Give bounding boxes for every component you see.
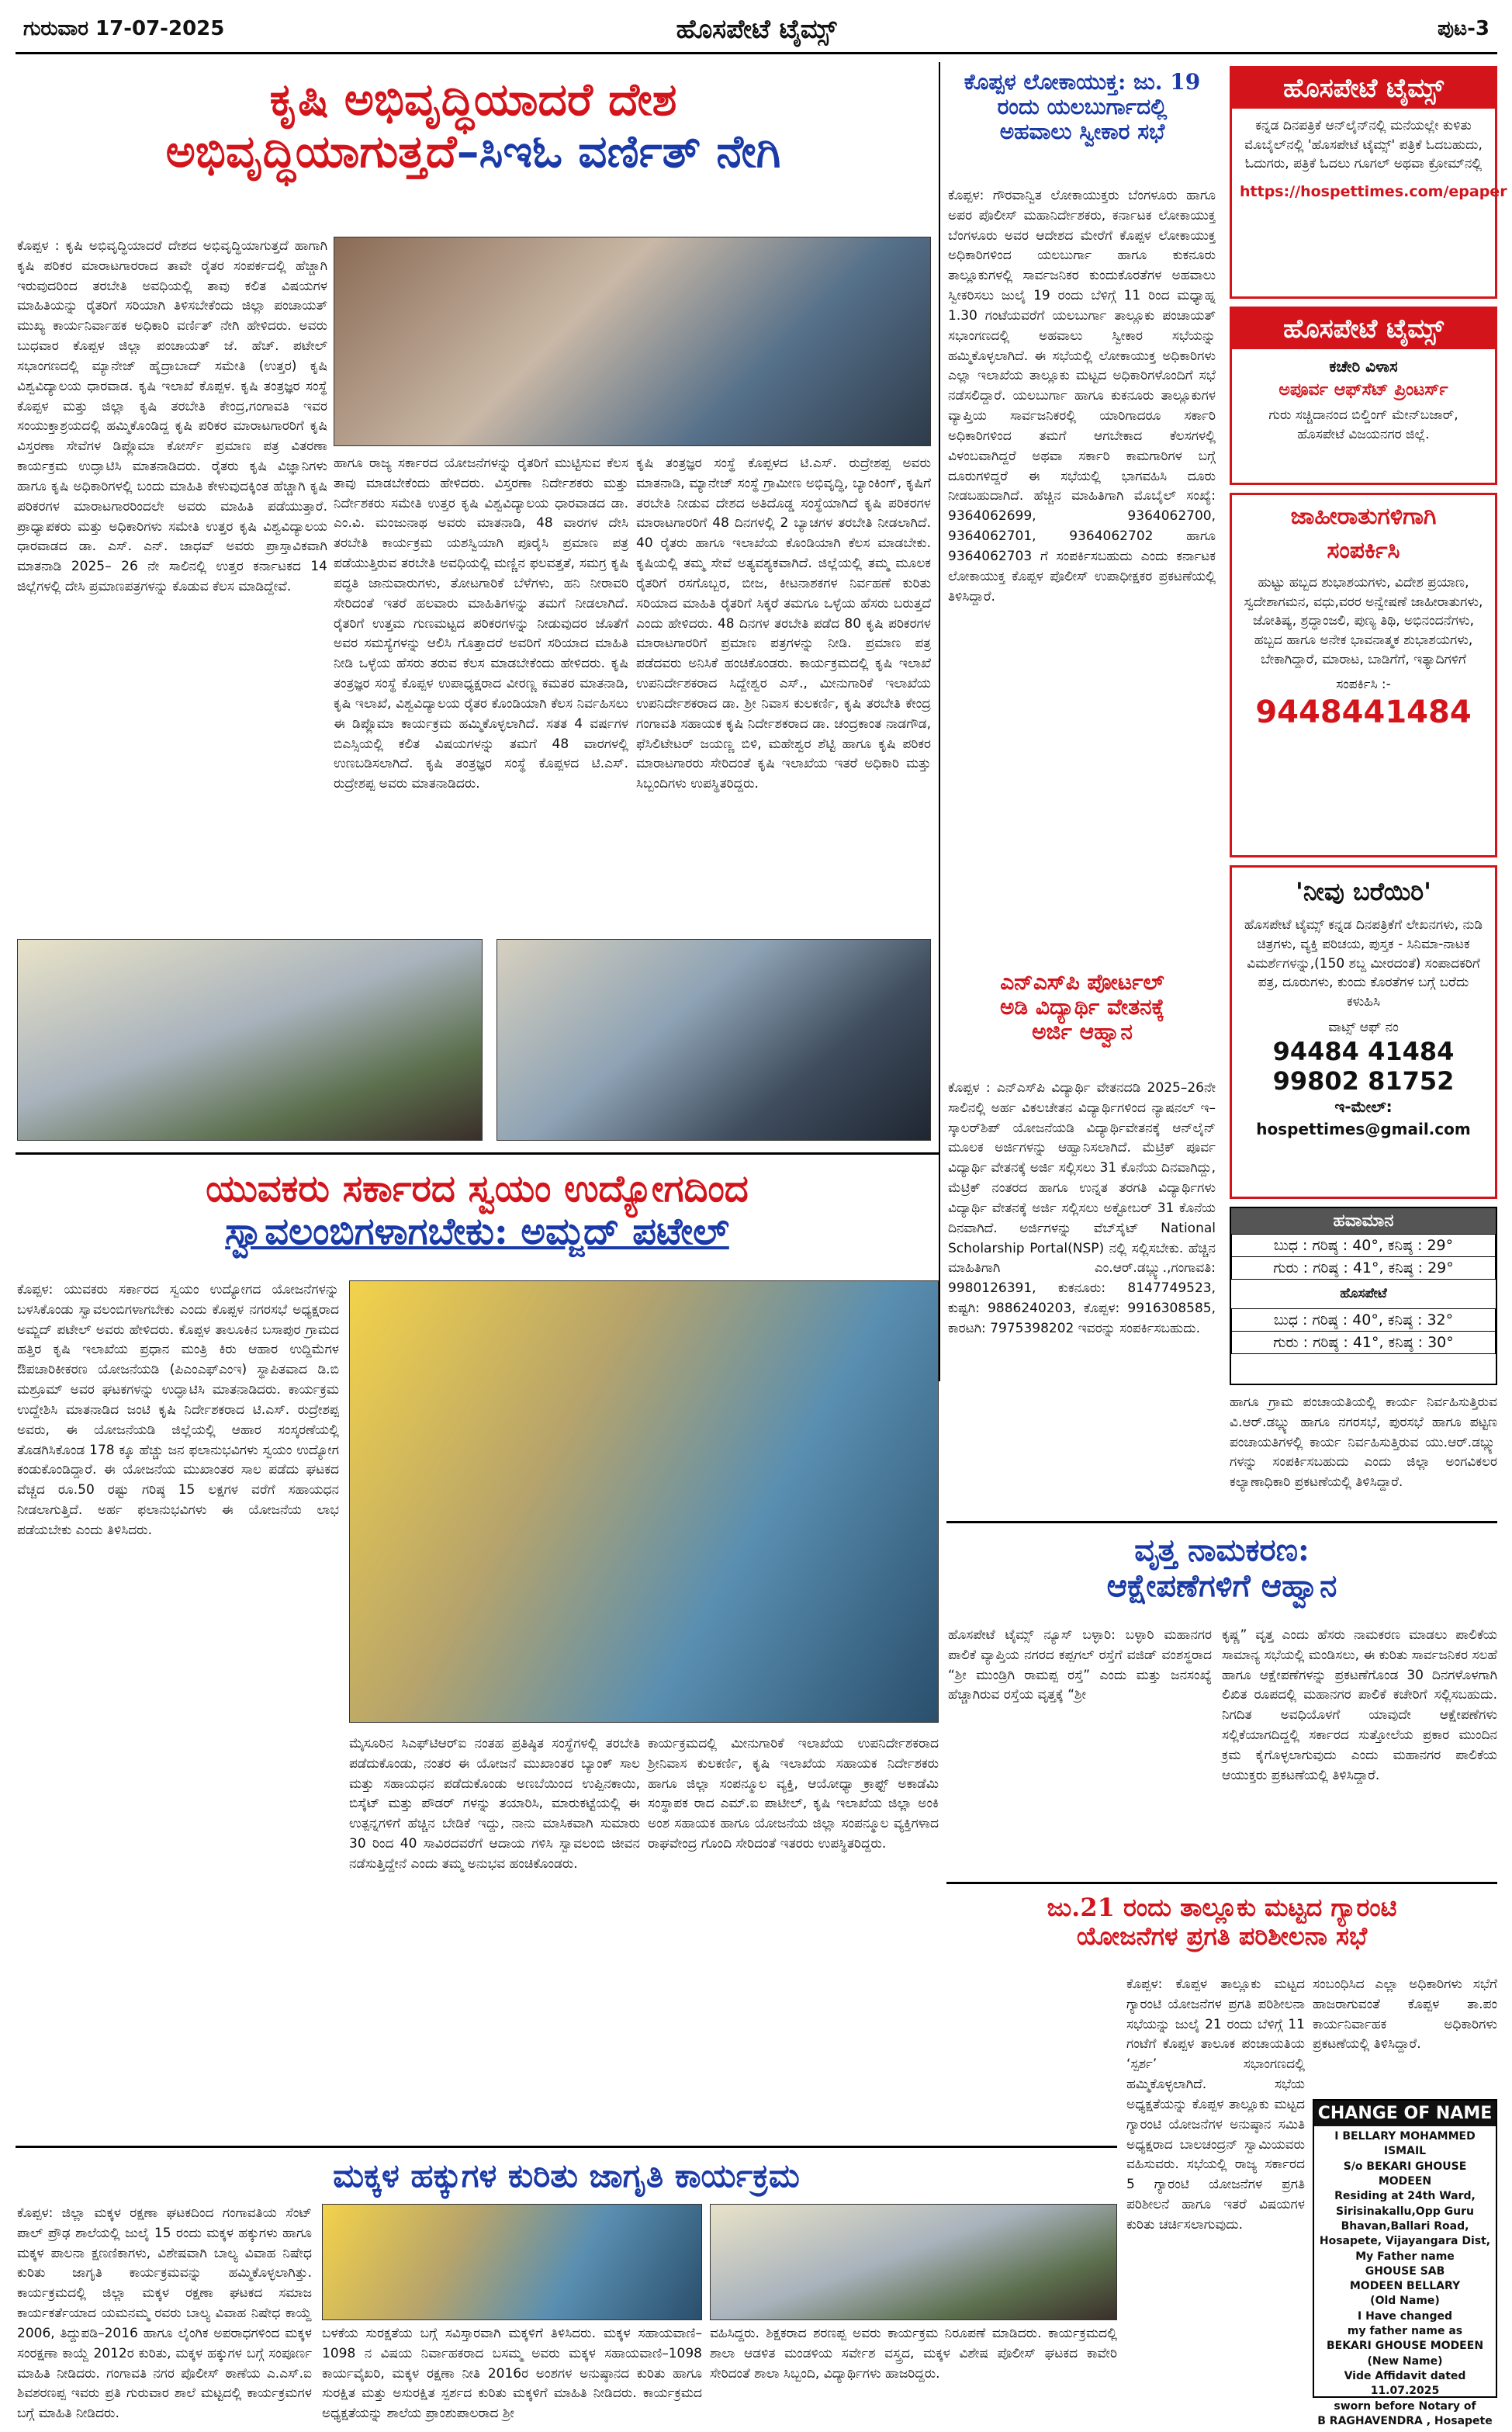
write-title: 'ನೀವು ಬರೆಯಿರಿ' (1296, 877, 1431, 906)
ads-title-2: ಸಂಪರ್ಕಿಸಿ (1327, 536, 1400, 564)
story2-headline-line2: ರಂದು ಯಲಬುರ್ಗಾದಲ್ಲಿ (997, 94, 1168, 120)
section-divider (16, 2146, 1117, 2148)
office-box (1230, 307, 1497, 485)
story7-headline-line2: ಯೋಜನೆಗಳ ಪ್ರಗತಿ ಪರಿಶೀಲನಾ ಸಭೆ (1076, 1921, 1368, 1951)
section-divider (946, 1882, 1497, 1884)
change-of-name-line: my father name as (1347, 2325, 1463, 2338)
story4-col1: ಕೊಪ್ಪಳ: ಯುವಕರು ಸರ್ಕಾರದ ಸ್ವಯಂ ಉದ್ಯೋಗದ ಯೋಜನೆಗಳನ್ನು ಬಳಸಿಕೊಂಡು ಸ್ವಾವಲಂಬಿಗಳಾಗಬೇಕು ಎಂದು ಕೊಪ್ಪಳ ನಗರಸಭೆ ಅಧ್ಯಕ್ಷರಾದ ಅಮ್ಜದ್ ಪಟೇಲ್ ಅವರು ಹೇಳಿದರು. ಕೊಪ್ಪಳ ತಾಲೂಕಿನ ಬಸಾಪುರ ಗ್ರಾಮದ ಹತ್ತಿರ ಕೃಷಿ ಇಲಾಖೆಯ ಪ್ರಧಾನ ಮಂತ್ರಿ ಕಿರು ಆಹಾರ ಉದ್ದಿಮೆಗಳ ಔಪಚಾರಿಕೀಕರಣ ಯೋಜನೆಯಡಿ (ಪಿಎಂಎಫ್‌ಎಂಇ) ಸ್ಥಾಪಿತವಾದ ಡಿ.ಬಿ ಮಶ್ರೂಮ್ ಅವರ ಘಟಕಗಳನ್ನು ಉದ್ಘಾಟಿಸಿ ಮಾತನಾಡಿದರು. ಕಾರ್ಯಕ್ರಮ ಉದ್ದೇಶಿಸಿ ಮಾತನಾಡಿದ ಜಂಟಿ ಕೃಷಿ ನಿರ್ದೇಶಕರಾದ ಟಿ.ಎಸ್. ರುದ್ರೇಶಪ್ಪ ಅವರು, ಈ ಯೋಜನೆಯಡಿ ಜಿಲ್ಲೆಯಲ್ಲಿ ಆಹಾರ ಸಂಸ್ಕರಣೆಯಲ್ಲಿ ತೊಡಗಿಸಿಕೊಂಡ 178 ಕ್ಕೂ ಹೆಚ್ಚು ಜನ ಫಲಾನುಭವಿಗಳು ಸ್ವಯಂ ಉದ್ಯೋಗ ಕಂಡುಕೊಂಡಿದ್ದಾರೆ. ಈ ಯೋಜನೆಯ ಮುಖಾಂತರ ಸಾಲ ಪಡೆದು ಘಟಕದ ವೆಚ್ಚದ ರೂ.50 ರಷ್ಟು ಗರಿಷ್ಠ 15 ಲಕ್ಷಗಳ ವರೆಗೆ ಸಹಾಯಧನ ನೀಡಲಾಗುತ್ತಿದೆ. ಅರ್ಹ ಫಲಾನುಭವಿಗಳು ಈ ಯೋಜನೆಯ ಲಾಭ ಪಡೆಯಬೇಕು ಎಂದು ತಿಳಿಸಿದರು. (17, 1282, 339, 1538)
change-of-name-line: Sirisinakallu,Opp Guru (1336, 2205, 1474, 2218)
ads-text: ಹುಟ್ಟು ಹಬ್ಬದ ಶುಭಾಶಯಗಳು, ವಿದೇಶ ಪ್ರಯಾಣ, ಸ್ವದೇಶಾಗಮನ, ವಧು,ವರರ ಅನ್ವೇಷಣೆ ಜಾಹೀರಾತುಗಳು, ಜೋತಿಷ್ಯ, ಶ್ರದ್ಧಾಂಜಲಿ, ಪುಣ್ಯ ತಿಥಿ, ಅಭಿನಂದನೆಗಳು, ಹಬ್ಬದ ಹಾಗೂ ಅನೇಕ ಭಾವನಾತ್ಮಕ ಶುಭಾಶಯಗಳು, ಬೇಕಾಗಿದ್ದಾರೆ, ಮಾರಾಟ, ಬಾಡಿಗೆಗೆ, ಇತ್ಯಾದಿಗಳಿಗೆ (1244, 575, 1483, 667)
change-of-name-line: Hosapete, Vijayangara Dist, (1319, 2235, 1491, 2248)
weather-box (1230, 1207, 1497, 1385)
story6-headline-line1: ವೃತ್ತ ನಾಮಕರಣ: (1134, 1532, 1310, 1568)
weather-place: ಹೊಸಪೇಟೆ (1340, 1286, 1387, 1301)
ads-contact: ಸಂಪರ್ಕಿಸಿ :- (1336, 677, 1391, 693)
office-address: ಗುರು ಸಚ್ಚಿದಾನಂದ ಬಿಲ್ಡಿಂಗ್ ಮೇನ್‌ಬಜಾರ್, ಹೊಸಪೇಟೆ ವಿಜಯನಗರ ಜಿಲ್ಲೆ. (1268, 407, 1458, 442)
whatsapp-label: ವಾಟ್ಸ್ ಆಫ್ ನಂ (1328, 1019, 1399, 1035)
change-of-name-line: My Father name (1355, 2250, 1455, 2263)
change-of-name-line: (New Name) (1367, 2354, 1443, 2368)
story7-col2: ಸಂಬಂಧಿಸಿದ ಎಲ್ಲಾ ಅಧಿಕಾರಿಗಳು ಸಭೆಗೆ ಹಾಜರಾಗುವಂತೆ ಕೊಪ್ಪಳ ತಾ.ಪಂ ಕಾರ್ಯನಿರ್ವಾಹಕ ಅಧಿಕಾರಿಗಳು ಪ್ರಕಟಣೆಯಲ್ಲಿ ತಿಳಿಸಿದ್ದಾರೆ. (1313, 1976, 1497, 2053)
weather-title: ಹವಾಮಾನ (1231, 1208, 1496, 1234)
ads-title: ಜಾಹೀರಾತುಗಳಿಗಾಗಿ (1290, 503, 1437, 530)
change-of-name-box (1313, 2099, 1497, 2427)
story1-photo-3 (497, 939, 931, 1141)
story7-col1: ಕೊಪ್ಪಳ: ಕೊಪ್ಪಳ ತಾಲ್ಲೂಕು ಮಟ್ಟದ ಗ್ಯಾರಂಟಿ ಯೋಜನೆಗಳ ಪ್ರಗತಿ ಪರಿಶೀಲನಾ ಸಭೆಯನ್ನು ಜುಲೈ 21 ರಂದು ಬೆಳಿಗ್ಗೆ 11 ಗಂಟೆಗೆ ಕೊಪ್ಪಳ ತಾಲೂಕ ಪಂಚಾಯತಿಯ ‘ಸ್ಪರ್ಶ’ ಸಭಾಂಗಣದಲ್ಲಿ ಹಮ್ಮಿಕೊಳ್ಳಲಾಗಿದೆ. ಸಭೆಯ ಅಧ್ಯಕ್ಷತೆಯನ್ನು ಕೊಪ್ಪಳ ತಾಲ್ಲೂಕು ಮಟ್ಟದ ಗ್ಯಾರಂಟಿ ಯೋಜನೆಗಳ ಅನುಷ್ಠಾನ ಸಮಿತಿ ಅಧ್ಯಕ್ಷರಾದ ಬಾಲಚಂದ್ರನ್ ಸ್ವಾಮಿಯವರು ವಹಿಸುವರು. ಸಭೆಯಲ್ಲಿ ರಾಜ್ಯ ಸರ್ಕಾರದ 5 ಗ್ಯಾರಂಟಿ ಯೋಜನೆಗಳ ಪ್ರಗತಿ ಪರಿಶೀಲನೆ ಹಾಗೂ ಇತರೆ ವಿಷಯಗಳ ಕುರಿತು ಚರ್ಚಿಸಲಾಗುವುದು. (1126, 1976, 1305, 2233)
change-of-name-line: MODEEN BELLARY (1349, 2280, 1461, 2293)
story1-col2: ಹಾಗೂ ರಾಜ್ಯ ಸರ್ಕಾರದ ಯೋಜನೆಗಳನ್ನು ರೈತರಿಗೆ ಮುಟ್ಟಿಸುವ ಕೆಲಸ ತಾವು ಮಾಡಬೇಕೆಂದು ಹೇಳಿದರು. ವಿಸ್ತರಣಾ ನಿರ್ದೇಶಕರು ಮತ್ತು ನಿರ್ದೇಶಕರು ಸಮೇತಿ ಉತ್ತರ ಕೃಷಿ ವಿಶ್ವವಿದ್ಯಾಲಯ ಧಾರವಾಡದ ಡಾ. ಎಂ.ವಿ. ಮಂಜುನಾಥ ಅವರು ಮಾತನಾಡಿ, 48 ವಾರಗಳ ದೇಸಿ ತರಬೇತಿ ಕಾರ್ಯಕ್ರಮ ಯಶಸ್ವಿಯಾಗಿ ಪೂರೈಸಿ ಪ್ರಮಾಣ ಪತ್ರ ಪಡೆಯುತ್ತಿರುವ ತರಬೇತಿ ಅವಧಿಯಲ್ಲಿ ಮಣ್ಣಿನ ಫಲವತ್ತತೆ, ಸಮಗ್ರ ಕೃಷಿ ಪದ್ಧತಿ ಜಾನುವಾರುಗಳು, ತೋಟಗಾರಿಕೆ ಬೆಳೆಗಳು, ಹನಿ ನೀರಾವರಿ ಸೇರಿದಂತೆ ಇತರೆ ಹಲವಾರು ಮಾಹಿತಿಗಳನ್ನು ತಮಗೆ ನೀಡಲಾಗಿದೆ. ರೈತರಿಗೆ ಉತ್ತಮ ಗುಣಮಟ್ಟದ ಪರಿಕರಗಳನ್ನು ನೀಡುವುದರ ಜೊತೆಗೆ ಅವರ ಸಮಸ್ಯೆಗಳನ್ನು ಆಲಿಸಿ ಗೊತ್ತಾದರೆ ಅವರಿಗೆ ಸರಿಯಾದ ಮಾಹಿತಿ ನೀಡಿ ಒಳ್ಳೆಯ ಹೆಸರು ತರುವ ಕೆಲಸ ಮಾಡಬೇಕೆಂದು ಹೇಳಿದರು. ಕೃಷಿ ತಂತ್ರಜ್ಞರ ಸಂಸ್ಥೆ ಕೊಪ್ಪಳ ಉಪಾಧ್ಯಕ್ಷರಾದ ವೀರಣ್ಣ ಕಮತರ ಮಾತನಾಡಿ, ಕೃಷಿ ಇಲಾಖೆ, ವಿಶ್ವವಿದ್ಯಾಲಯ ರೈತರ ಕೊಂಡಿಯಾಗಿ ಕೆಲಸ ನಿರ್ವಹಿಸಲು ಈ ಡಿಪ್ಲೊಮಾ ಕಾರ್ಯಕ್ರಮ ಹಮ್ಮಿಕೊಳ್ಳಲಾಗಿದೆ. ಸತತ 4 ವರ್ಷಗಳ ಬಿಎಸ್ಸಿಯಲ್ಲಿ ಕಲಿತ ವಿಷಯಗಳನ್ನು ತಮಗೆ 48 ವಾರಗಳಲ್ಲಿ ಉಣಬಡಿಸಲಾಗಿದೆ. ಕೃಷಿ ತಂತ್ರಜ್ಞರ ಸಂಸ್ಥೆ ಕೊಪ್ಪಳದ ಟಿ.ಎಸ್. ರುದ್ರೇಶಪ್ಪ ಅವರು ಮಾತನಾಡಿದರು. (334, 456, 628, 792)
story2-body: ಕೊಪ್ಪಳ: ಗೌರವಾನ್ವಿತ ಲೋಕಾಯುಕ್ತರು ಬೆಂಗಳೂರು ಹಾಗೂ ಅಪರ ಪೊಲೀಸ್ ಮಹಾನಿರ್ದೇಶಕರು, ಕರ್ನಾಟಕ ಲೋಕಾಯುಕ್ತ ಬೆಂಗಳೂರು ಅವರ ಆದೇಶದ ಮೇರೆಗೆ ಕೊಪ್ಪಳ ಲೋಕಾಯುಕ್ತ ಅಧಿಕಾರಿಗಳಿಂದ ಯಲಬುರ್ಗಾ ಹಾಗೂ ಕುಕನೂರು ತಾಲ್ಲೂಕುಗಳಲ್ಲಿ ಸಾರ್ವಜನಿಕರ ಕುಂದುಕೊರತೆಗಳ ಅಹವಾಲು ಸ್ವೀಕರಿಸಲು ಜುಲೈ 19 ರಂದು ಬೆಳಿಗ್ಗೆ 11 ರಿಂದ ಮಧ್ಯಾಹ್ನ 1.30 ಗಂಟೆಯವರೆಗೆ ಯಲಬುರ್ಗಾ ತಾಲ್ಲೂಕು ಪಂಚಾಯತ್ ಸಭಾಂಗಣದಲ್ಲಿ ಅಹವಾಲು ಸ್ವೀಕಾರ ಸಭೆಯನ್ನು ಹಮ್ಮಿಕೊಳ್ಳಲಾಗಿದೆ. ಈ ಸಭೆಯಲ್ಲಿ ಲೋಕಾಯುಕ್ತ ಅಧಿಕಾರಿಗಳು ಎಲ್ಲಾ ಇಲಾಖೆಯ ತಾಲ್ಲೂಕು ಮಟ್ಟದ ಅಧಿಕಾರಿಗಳೊಂದಿಗೆ ಸಭೆ ನಡೆಸಲಿದ್ದಾರೆ. ಯಲಬುರ್ಗಾ ಹಾಗೂ ಕುಕನೂರು ತಾಲ್ಲೂಕುಗಳ ವ್ಯಾಪ್ತಿಯ ಸಾರ್ವಜನಿಕರಲ್ಲಿ ಯಾರಿಗಾದರೂ ಸರ್ಕಾರಿ ಅಧಿಕಾರಿಗಳಿಂದ ತಮಗೆ ಆಗಬೇಕಾದ ಕೆಲಸಗಳಲ್ಲಿ ವಿಳಂಬವಾಗಿದ್ದರೆ ಅಥವಾ ಸರ್ಕಾರಿ ಕಾಮಗಾರಿಗಳ ಬಗ್ಗೆ ದೂರುಗಳಿದ್ದರೆ ಈ ಸಭೆಯಲ್ಲಿ ಭಾಗವಹಿಸಿ ದೂರು ನೀಡಬಹುದಾಗಿದೆ. ಹೆಚ್ಚಿನ ಮಾಹಿತಿಗಾಗಿ ಮೊಬೈಲ್ ಸಂಖ್ಯೆ: 9364062699, 9364062700, 9364062701, 9364062702 ಹಾಗೂ 9364062703 ಗೆ ಸಂಪರ್ಕಿಸಬಹುದು ಎಂದು ಕರ್ನಾಟಕ ಲೋಕಾಯುಕ್ತ ಕೊಪ್ಪಳ ಪೊಲೀಸ್ ಉಪಾಧೀಕ್ಷಕರ ಪ್ರಕಟಣೆಯಲ್ಲಿ ತಿಳಿಸಿದ್ದಾರೆ. (948, 188, 1216, 605)
story3-body: ಕೊಪ್ಪಳ : ಎನ್‌ಎಸ್‌ಪಿ ವಿದ್ಯಾರ್ಥಿ ವೇತನದಡಿ 2025–26ನೇ ಸಾಲಿನಲ್ಲಿ ಅರ್ಹ ವಿಕಲಚೇತನ ವಿದ್ಯಾರ್ಥಿಗಳಿಂದ ನ್ಯಾಷನಲ್ ಇ–ಸ್ಕಾಲರ್‌ಶಿಪ್ ಯೋಜನೆಯಡಿ ವಿದ್ಯಾರ್ಥಿವೇತನಕ್ಕೆ ಆನ್‌ಲೈನ್ ಮೂಲಕ ಅರ್ಜಿಗಳನ್ನು ಆಹ್ವಾನಿಸಲಾಗಿದೆ. ಮೆಟ್ರಿಕ್ ಪೂರ್ವ ವಿದ್ಯಾರ್ಥಿ ವೇತನಕ್ಕೆ ಅರ್ಜಿ ಸಲ್ಲಿಸಲು 31 ಕೊನೆಯ ದಿನವಾಗಿದ್ದು, ಮೆಟ್ರಿಕ್ ನಂತರದ ಹಾಗೂ ಉನ್ನತ ತರಗತಿ ವಿದ್ಯಾರ್ಥಿಗಳು ವಿದ್ಯಾರ್ಥಿ ವೇತನಕ್ಕೆ ಅರ್ಜಿ ಸಲ್ಲಿಸಲು ಅಕ್ಟೋಬರ್ 31 ಕೊನೆಯ ದಿನವಾಗಿದೆ. ಅರ್ಜಿಗಳನ್ನು ವೆಬ್‌ಸೈಟ್ National Scholarship Portal(NSP) ನಲ್ಲಿ ಸಲ್ಲಿಸಬೇಕು. ಹೆಚ್ಚಿನ ಮಾಹಿತಿಗಾಗಿ ಎಂ.ಆರ್.ಡಬ್ಲ್ಯು.,ಗಂಗಾವತಿ: 9980126391, ಕುಕನೂರು: 8147749523, ಕುಷ್ಟಗಿ: 9886240203, ಕೊಪ್ಪಳ: 9916308585, ಕಾರಟಗಿ: 7975398202 ಇವರನ್ನು ಸಂಪರ್ಕಿಸಬಹುದು. (948, 1080, 1216, 1336)
story3-headline-line1: ಎನ್‌ಎಸ್‌ಪಿ ಪೋರ್ಟಲ್ (1000, 969, 1164, 995)
ads-phone: 9448441484 (1255, 694, 1472, 730)
change-of-name-line: S/o BEKARI GHOUSE MODEEN (1343, 2160, 1467, 2188)
story3-headline-line3: ಅರ್ಜಿ ಆಹ್ವಾನ (1032, 1019, 1133, 1045)
story4-col3: ಕಾರ್ಯಕ್ರಮದಲ್ಲಿ ಮೀನುಗಾರಿಕೆ ಇಲಾಖೆಯ ಉಪನಿರ್ದೇಶಕರಾದ ಶ್ರೀನಿವಾಸ ಕುಲಕರ್ಣಿ, ಕೃಷಿ ಇಲಾಖೆಯ ಸಹಾಯಕ ನಿರ್ದೇಶಕರು ಹಾಗೂ ಜಿಲ್ಲಾ ಸಂಪನ್ಮೂಲ ವ್ಯಕ್ತಿ, ಆಯೋಧ್ಯಾ ಕ್ರಾಫ್ಟ್ ಅಕಾಡೆಮಿ ಸಂಸ್ಥಾಪಕ ರಾದ ಎಮ್.ಐ ಪಾಟೀಲ್, ಕೃಷಿ ಇಲಾಖೆಯ ಜಿಲ್ಲಾ ಅಂಕಿ ಅಂಶ ಸಹಾಯಕ ಹಾಗೂ ಯೋಜನೆಯ ಜಿಲ್ಲಾ ಸಂಪನ್ಮೂಲ ವ್ಯಕ್ತಿಗಳಾದ ರಾಘವೇಂದ್ರ ಗೊಂದಿ ಸೇರಿದಂತೆ ಇತರರು ಉಪಸ್ಥಿತರಿದ್ದರು. (648, 1736, 939, 1852)
change-of-name-line: Residing at 24th Ward, (1334, 2190, 1476, 2203)
story5-body: ಹಾಗೂ ಗ್ರಾಮ ಪಂಚಾಯತಿಯಲ್ಲಿ ಕಾರ್ಯ ನಿರ್ವಹಿಸುತ್ತಿರುವ ವಿ.ಆರ್.ಡಬ್ಲ್ಯು ಹಾಗೂ ನಗರಸಭೆ, ಪುರಸಭೆ ಹಾಗೂ ಪಟ್ಟಣ ಪಂಚಾಯತಿಗಳಲ್ಲಿ ಕಾರ್ಯ ನಿರ್ವಹಿಸುತ್ತಿರುವ ಯು.ಆರ್.ಡಬ್ಲ್ಯು ಗಳನ್ನು ಸಂಪರ್ಕಿಸಬಹುದು ಎಂದು ಜಿಲ್ಲಾ ಅಂಗವಿಕಲರ ಕಲ್ಯಾಣಾಧಿಕಾರಿ ಪ್ರಕಟಣೆಯಲ್ಲಿ ತಿಳಿಸಿದ್ದಾರೆ. (1230, 1394, 1497, 1491)
office-brand: ಹೊಸಪೇಟೆ ಟೈಮ್ಸ್ (1232, 309, 1495, 349)
write-box (1230, 865, 1497, 1199)
masthead: ಹೊಸಪೇಟೆ ಟೈಮ್ಸ್ (676, 14, 837, 45)
change-of-name-line: sworn before Notary of (1334, 2399, 1476, 2413)
story8-col1: ಕೊಪ್ಪಳ: ಜಿಲ್ಲಾ ಮಕ್ಕಳ ರಕ್ಷಣಾ ಘಟಕದಿಂದ ಗಂಗಾವತಿಯ ಸೆಂಟ್ ಪಾಲ್ ಪ್ರೌಢ ಶಾಲೆಯಲ್ಲಿ ಜುಲೈ 15 ರಂದು ಮಕ್ಕಳ ಹಕ್ಕುಗಳು ಹಾಗೂ ಮಕ್ಕಳ ಪಾಲನಾ ಕ್ಷಣಣಿಕಾಗಳು, ವಿಶೇಷವಾಗಿ ಬಾಲ್ಯ ವಿವಾಹ ನಿಷೇಧ ಕುರಿತು ಜಾಗೃತಿ ಕಾರ್ಯಕ್ರಮವನ್ನು ಹಮ್ಮಿಕೊಳ್ಳಲಾಗಿತ್ತು. ಕಾರ್ಯಕ್ರಮದಲ್ಲಿ ಜಿಲ್ಲಾ ಮಕ್ಕಳ ರಕ್ಷಣಾ ಘಟಕದ ಸಮಾಜ ಕಾರ್ಯಕರ್ತೆಯಾದ ಯಮನಮ್ಮ ರವರು ಬಾಲ್ಯ ವಿವಾಹ ನಿಷೇಧ ಕಾಯ್ದೆ 2006, ತಿದ್ದುಪಡಿ–2016 ಹಾಗೂ ಲೈಂಗಿಕ ಅಪರಾಧಗಳಿಂದ ಮಕ್ಕಳ ಸಂರಕ್ಷಣಾ ಕಾಯ್ದೆ 2012ರ ಕುರಿತು, ಮಕ್ಕಳ ಹಕ್ಕುಗಳ ಬಗ್ಗೆ ಸಂಪೂರ್ಣ ಮಾಹಿತಿ ನೀಡಿದರು. ಗಂಗಾವತಿ ನಗರ ಪೊಲೀಸ್ ಠಾಣೆಯ ಎ.ಎಸ್.ಐ ಶಿವಶರಣಪ್ಪ ಇವರು ಪ್ರತಿ ಗುರುವಾರ ಶಾಲೆ ಮಟ್ಟದಲ್ಲಿ ಕಾರ್ಯಕ್ರಮಗಳ ಬಗ್ಗೆ ಮಾಹಿತಿ ನೀಡಿದರು. (17, 2205, 312, 2422)
weather-row: ಗುರು : ಗರಿಷ್ಠ : 41°, ಕನಿಷ್ಠ : 30° (1232, 1331, 1496, 1353)
story8-photo-2 (710, 2204, 1117, 2320)
epaper-box (1230, 66, 1507, 299)
weather-row: ಗುರು : ಗರಿಷ್ಠ : 41°, ಕನಿಷ್ಠ : 29° (1232, 1257, 1496, 1280)
change-of-name-line: Bhavan,Ballari Road, (1341, 2219, 1469, 2233)
change-of-name-title: CHANGE OF NAME (1314, 2101, 1496, 2126)
story7-headline-line1: ಜು.21 ರಂದು ತಾಲ್ಲೂಕು ಮಟ್ಟದ ಗ್ಯಾರಂಟಿ (1047, 1893, 1397, 1922)
story1-headline-line2a: ಅಭಿವೃದ್ಧಿಯಾಗುತ್ತದೆ (165, 124, 457, 178)
ads-box (1230, 493, 1497, 857)
story1-col3: ಕೃಷಿ ತಂತ್ರಜ್ಞರ ಸಂಸ್ಥೆ ಕೊಪ್ಪಳದ ಟಿ.ಎಸ್. ರುದ್ರೇಶಪ್ಪ ಅವರು ಮಾತನಾಡಿ, ಮ್ಯಾನೇಜ್ ಸಂಸ್ಥೆ ಗ್ರಾಮೀಣ ಅಭಿವೃದ್ಧಿ, ಬ್ಯಾಂಕಿಂಗ್, ಕೃಷಿಗೆ ತರಬೇತಿ ನೀಡುವ ದೇಶದ ಅತಿದೊಡ್ಡ ಸಂಸ್ಥೆಯಾಗಿದೆ ಕೃಷಿ ಪರಿಕರಗಳ ಮಾರಾಟಗಾರರಿಗೆ 48 ದಿನಗಳಲ್ಲಿ 2 ಬ್ಯಾಚಗಳ ತರಬೇತಿ ನೀಡಲಾಗಿದೆ. 40 ರೈತರು ಹಾಗೂ ಇಲಾಖೆಯ ಕೊಂಡಿಯಾಗಿ ಕೆಲಸ ಮಾಡಬೇಕು. ಕೃಷಿಯಲ್ಲಿ ತಮ್ಮ ಸೇವೆ ಅತ್ಯವಶ್ಯಕವಾಗಿದೆ. ಜಿಲ್ಲೆಯಲ್ಲಿ ತಮ್ಮ ಮೂಲಕ ರೈತರಿಗೆ ರಸಗೊಬ್ಬರ, ಬೀಜ, ಕೀಟನಾಶಕಗಳ ನಿರ್ವಹಣೆ ಕುರಿತು ಸರಿಯಾದ ಮಾಹಿತಿ ರೈತರಿಗೆ ಸಿಕ್ಕರೆ ತಮಗೂ ಒಳ್ಳೆಯ ಹೆಸರು ಬರುತ್ತದೆ ಎಂದು ಹೇಳಿದರು. 48 ದಿನಗಳ ತರಬೇತಿ ಪಡೆದ 80 ಕೃಷಿ ಪರಿಕರಗಳ ಮಾರಾಟಗಾರರಿಗೆ ಪ್ರಮಾಣ ಪತ್ರಗಳನ್ನು ನೀಡಿ. ಪ್ರಮಾಣ ಪತ್ರ ಪಡೆದವರು ಅನಿಸಿಕೆ ಹಂಚಿಕೊಂಡರು. ಕಾರ್ಯಕ್ರಮದಲ್ಲಿ ಕೃಷಿ ಇಲಾಖೆ ಉಪನಿರ್ದೇಶಕರಾದ ಸಿದ್ದೇಶ್ವರ ಎಸ್., ಮೀನುಗಾರಿಕೆ ಇಲಾಖೆಯ ಉಪನಿರ್ದೇಶಕರಾದ ಡಾ. ಶ್ರೀ ನಿವಾಸ ಕುಲಕರ್ಣಿ, ಕೃಷಿ ತರಬೇತಿ ಕೇಂದ್ರ ಗಂಗಾವತಿ ಸಹಾಯಕ ಕೃಷಿ ನಿರ್ದೇಶಕರಾದ ಡಾ. ಚಂದ್ರಕಾಂತ ನಾಡಗೌಡ, ಫೆಸಿಲಿಟೇಟರ್ ಜಯಣ್ಣ ಬಿಳಿ, ಮಹೇಶ್ವರ ಶೆಟ್ಟಿ ಹಾಗೂ ಕೃಷಿ ಪರಿಕರ ಮಾರಾಟಗಾರರು ಸೇರಿದಂತೆ ಕೃಷಿ ಇಲಾಖೆಯ ಇತರೆ ಅಧಿಕಾರಿ ಮತ್ತು ಸಿಬ್ಬಂದಿಗಳು ಉಪಸ್ಥಿತರಿದ್ದರು. (636, 456, 931, 792)
change-of-name-line: I BELLARY MOHAMMED ISMAIL (1334, 2130, 1476, 2158)
story1-headline-line1: ಕೃಷಿ ಅಭಿವೃದ್ಧಿಯಾದರೆ ದೇಶ (269, 73, 677, 126)
change-of-name-lines (1314, 2126, 1496, 2432)
phone-1: 94484 41484 (1272, 1037, 1455, 1067)
change-of-name-line: Vide Affidavit dated 11.07.2025 (1344, 2370, 1466, 2398)
section-divider (16, 1152, 939, 1155)
story4-headline (16, 1168, 939, 1253)
weather-row: ಬುಧ : ಗರಿಷ್ಠ : 40°, ಕನಿಷ್ಠ : 32° (1232, 1308, 1496, 1331)
epaper-text: ಕನ್ನಡ ದಿನಪತ್ರಿಕೆ ಆನ್‌ಲೈನ್‌ನಲ್ಲಿ ಮನೆಯಲ್ಲೇ ಕುಳಿತು ಮೊಬೈಲ್‌ನಲ್ಲಿ 'ಹೊಸಪೇಟೆ ಟೈಮ್ಸ್' ಪತ್ರಿಕೆ ಓದಬಹುದು, ಓದುಗರು, ಪತ್ರಿಕೆ ಓದಲು ಗೂಗಲ್ ಅಥವಾ ಕ್ರೋಮ್‌ನಲ್ಲಿ (1244, 118, 1483, 172)
story2-headline-line1: ಕೊಪ್ಪಳ ಲೋಕಾಯುಕ್ತ: ಜು. 19 (964, 69, 1201, 95)
story6-headline (946, 1533, 1497, 1604)
weather-row: ಬುಧ : ಗರಿಷ್ಠ : 40°, ಕನಿಷ್ಠ : 29° (1232, 1235, 1496, 1257)
change-of-name-line: (Old Name) (1370, 2295, 1440, 2308)
story2-headline (946, 70, 1218, 145)
page-number: ಪುಟ-3 (1437, 17, 1490, 40)
email: ಇ-ಮೇಲ್: hospettimes@gmail.com (1256, 1097, 1471, 1139)
epaper-brand: ಹೊಸಪೇಟೆ ಟೈಮ್ಸ್ (1232, 68, 1495, 109)
weather-table-1 (1231, 1234, 1496, 1280)
story3-headline-line2: ಅಡಿ ವಿದ್ಯಾರ್ಥಿ ವೇತನಕ್ಕೆ (999, 994, 1165, 1020)
story2-headline-line3: ಅಹವಾಲು ಸ್ವೀಕಾರ ಸಭೆ (999, 119, 1165, 145)
story4-col2: ಮೈಸೂರಿನ ಸಿಎಫ್‌ಟಿಆರ್‌ಐ ನಂತಹ ಪ್ರತಿಷ್ಠಿತ ಸಂಸ್ಥೆಗಳಲ್ಲಿ ತರಬೇತಿ ಪಡೆದುಕೊಂಡು, ನಂತರ ಈ ಯೋಜನೆ ಮುಖಾಂತರ ಬ್ಯಾಂಕ್ ಸಾಲ ಮತ್ತು ಸಹಾಯಧನ ಪಡೆದುಕೊಂಡು ಅಣಬೆಯಿಂದ ಉಪ್ಪಿನಕಾಯಿ, ಬಿಸ್ಕೆಟ್ ಮತ್ತು ಪೌಡರ್ ಗಳನ್ನು ತಯಾರಿಸಿ, ಮಾರುಕಟ್ಟೆಯಲ್ಲಿ ಈ ಉತ್ಪನ್ನಗಳಿಗೆ ಹೆಚ್ಚಿನ ಬೇಡಿಕೆ ಇದ್ದು, ನಾನು ಮಾಸಿಕವಾಗಿ ಸುಮಾರು 30 ರಿಂದ 40 ಸಾವಿರದವರೆಗೆ ಆದಾಯ ಗಳಿಸಿ ಸ್ವಾವಲಂಬಿ ಜೀವನ ನಡೆಸುತ್ತಿದ್ದೇನೆ ಎಂದು ತಮ್ಮ ಅನುಭವ ಹಂಚಿಕೊಂಡರು. (349, 1736, 640, 1872)
story8-caption-right: ವಹಿಸಿದ್ದರು. ಶಿಕ್ಷಕರಾದ ಶರಣಪ್ಪ ಅವರು ಕಾರ್ಯಕ್ರಮ ನಿರೂಪಣೆ ಮಾಡಿದರು. ಕಾರ್ಯಕ್ರಮದಲ್ಲಿ ಶಾಲಾ ಆಡಳಿತ ಮಂಡಳಿಯ ಸರ್ವೇಶ ವಸ್ತ್ರದ, ಮಕ್ಕಳ ವಿಶೇಷ ಪೊಲೀಸ್ ಘಟಕದ ಕಾವೇರಿ ಸೇರಿದಂತೆ ಶಾಲಾ ಸಿಬ್ಬಂದಿ, ವಿದ್ಯಾರ್ಥಿಗಳು ಹಾಜರಿದ್ದರು. (710, 2326, 1117, 2382)
story8-photo-1 (322, 2204, 702, 2320)
change-of-name-line: BEKARI GHOUSE MODEEN (1326, 2340, 1484, 2353)
story8-headline: ಮಕ್ಕಳ ಹಕ್ಕುಗಳ ಕುರಿತು ಜಾಗೃತಿ ಕಾರ್ಯಕ್ರಮ (333, 2157, 800, 2195)
story1-col1: ಕೊಪ್ಪಳ : ಕೃಷಿ ಅಭಿವೃದ್ಧಿಯಾದರೆ ದೇಶದ ಅಭಿವೃದ್ಧಿಯಾಗುತ್ತದೆ ಹಾಗಾಗಿ ಕೃಷಿ ಪರಿಕರ ಮಾರಾಟಗಾರರಾದ ತಾವೇ ರೈತರ ಸಂಪರ್ಕದಲ್ಲಿ ಹೆಚ್ಚಾಗಿ ಇರುವುದರಿಂದ ತರಬೇತಿ ಅವಧಿಯಲ್ಲಿ ತಾವು ಕಲಿತ ವಿಷಯಗಳ ಮಾಹಿತಿಯನ್ನು ರೈತರಿಗೆ ಸರಿಯಾಗಿ ತಿಳಿಸಬೇಕೆಂದು ಜಿಲ್ಲಾ ಪಂಚಾಯತ್ ಮುಖ್ಯ ಕಾರ್ಯನಿರ್ವಾಹಕ ಅಧಿಕಾರಿ ವರ್ಣಿತ್ ನೇಗಿ ಹೇಳಿದರು. ಅವರು ಬುಧವಾರ ಕೊಪ್ಪಳ ಜಿಲ್ಲಾ ಪಂಚಾಯತ್ ಜೆ. ಹೆಚ್. ಪಟೇಲ್ ಸಭಾಂಗಣದಲ್ಲಿ ಮ್ಯಾನೇಜ್ ಹೈದ್ರಾಬಾದ್ ಸಮೇತಿ (ಉತ್ತರ) ಕೃಷಿ ವಿಶ್ವವಿದ್ಯಾಲಯ ಧಾರವಾಡ. ಕೃಷಿ ಇಲಾಖೆ ಕೊಪ್ಪಳ. ಕೃಷಿ ತಂತ್ರಜ್ಞರ ಸಂಸ್ಥೆ ಕೊಪ್ಪಳ ಮತ್ತು ಜಿಲ್ಲಾ ಕೃಷಿ ತರಬೇತಿ ಕೇಂದ್ರ,ಗಂಗಾವತಿ ಇವರ ಸಂಯುಕ್ತಾಶ್ರಯದಲ್ಲಿ ಹಮ್ಮಿಕೊಂಡಿದ್ದ ಕೃಷಿ ಪರಿಕರ ಮಾರಾಟಗಾರರಿಗೆ ಕೃಷಿ ವಿಸ್ತರಣಾ ಸೇವೆಗಳ ಡಿಪ್ಲೊಮಾ ಕೋರ್ಸ್ ಪ್ರಮಾಣ ಪತ್ರ ವಿತರಣಾ ಕಾರ್ಯಕ್ರಮ ಉದ್ಘಾಟಿಸಿ ಮಾತನಾಡಿದರು. ರೈತರು ಕೃಷಿ ವಿಜ್ಞಾನಿಗಳು ಹಾಗೂ ಕೃಷಿ ಅಧಿಕಾರಿಗಳಲ್ಲಿ ಬಂದು ಮಾಹಿತಿ ಕೇಳುವುದಕ್ಕಿಂತ ಹೆಚ್ಚಾಗಿ ಕೃಷಿ ಪರಿಕರಗಳ ಮಾರಾಟಗಾರರಿಂದಲೇ ಅವರು ಮಾಹಿತಿ ಪಡೆಯುತ್ತಾರೆ. ಪ್ರಾಧ್ಯಾಪಕರು ಮತ್ತು ಅಧಿಕಾರಿಗಳು ಸಮೇತಿ ಉತ್ತರ ಕೃಷಿ ವಿಶ್ವವಿದ್ಯಾಲಯ ಧಾರವಾಡದ ಡಾ. ಎಸ್. ಎನ್. ಜಾಧವ್ ಅವರು ಪ್ರಾಸ್ತಾವಿಕವಾಗಿ ಮಾತನಾಡಿ 2025– 26 ನೇ ಸಾಲಿನಲ್ಲಿ ಉತ್ತರ ಕರ್ನಾಟಕದ 14 ಜಿಲ್ಲೆಗಳಲ್ಲಿ ದೇಸಿ ಪ್ರಮಾಣಪತ್ರಗಳನ್ನು ಕೊಡುವ ಕೆಲಸ ಮಾಡಿದ್ದೇವೆ. (17, 238, 327, 595)
issue-date: ಗುರುವಾರ 17-07-2025 (23, 17, 225, 40)
story6-col1: ಹೊಸಪೇಟೆ ಟೈಮ್ಸ್ ನ್ಯೂಸ್ ಬಳ್ಳಾರಿ: ಬಳ್ಳಾರಿ ಮಹಾನಗರ ಪಾಲಿಕೆ ವ್ಯಾಪ್ತಿಯ ನಗರದ ಕಪ್ಪಗಲ್ ರಸ್ತೆಗೆ ವಜಿಡ್ ವಂಶಸ್ಥರಾದ “ಶ್ರೀ ಮುಂಡ್ರಿಗಿ ರಾಮಪ್ಪ ರಸ್ತೆ” ಎಂದು ಮತ್ತು ಜನಸಂಖ್ಯೆ ಹೆಚ್ಚಾಗಿರುವ ರಸ್ತೆಯ ವೃತ್ತಕ್ಕೆ “ಶ್ರೀ (948, 1627, 1212, 1703)
story1-headline-line2b: –ಸಿಇಓ ವರ್ಣಿತ್ ನೇಗಿ (456, 124, 781, 178)
section-divider (946, 1521, 1497, 1523)
office-printer: ಅಪೂರ್ವ ಆಫ್‌ಸೆಟ್ ಪ್ರಿಂಟರ್ಸ್ (1278, 380, 1448, 400)
change-of-name-line: GHOUSE SAB (1365, 2264, 1445, 2278)
story4-photo (349, 1280, 939, 1723)
story6-col2: ಕೃಷ್ಣ” ವೃತ್ತ ಎಂದು ಹೆಸರು ನಾಮಕರಣ ಮಾಡಲು ಪಾಲಿಕೆಯ ಸಾಮಾನ್ಯ ಸಭೆಯಲ್ಲಿ ಮಂಡಿಸಲು, ಈ ಕುರಿತು ಸಾರ್ವಜನಿಕರ ಸಲಹೆ ಹಾಗೂ ಆಕ್ಷೇಪಣೆಗಳನ್ನು ಪ್ರಕಟಣೆಗೊಂಡ 30 ದಿನಗಳೊಳಗಾಗಿ ಲಿಖಿತ ರೂಪದಲ್ಲಿ ಮಹಾನಗರ ಪಾಲಿಕೆ ಕಚೇರಿಗೆ ಸಲ್ಲಿಸಬಹುದು. ನಿಗದಿತ ಅವಧಿಯೊಳಗೆ ಯಾವುದೇ ಆಕ್ಷೇಪಣೆಗಳು ಸಲ್ಲಿಕೆಯಾಗದಿದ್ದಲ್ಲಿ ಸರ್ಕಾರದ ಸುತ್ತೋಲೆಯ ಪ್ರಕಾರ ಮುಂದಿನ ಕ್ರಮ ಕೈಗೊಳ್ಳಲಾಗುವುದು ಎಂದು ಮಹಾನಗರ ಪಾಲಿಕೆಯ ಆಯುಕ್ತರು ಪ್ರಕಟಣೆಯಲ್ಲಿ ತಿಳಿಸಿದ್ದಾರೆ. (1222, 1627, 1497, 1783)
office-title: ಕಚೇರಿ ವಿಳಾಸ (1329, 357, 1398, 376)
weather-table-2 (1231, 1308, 1496, 1354)
column-divider (939, 62, 940, 1381)
story4-headline-line1: ಯುವಕರು ಸರ್ಕಾರದ ಸ್ವಯಂ ಉದ್ಯೋಗದಿಂದ (206, 1167, 749, 1211)
story1-photo-2 (17, 939, 483, 1141)
page-header (16, 8, 1497, 54)
story1-headline (16, 74, 931, 177)
story4-headline-line2: ಸ್ವಾವಲಂಬಿಗಳಾಗಬೇಕು: ಅಮ್ಜದ್ ಪಟೇಲ್ (225, 1210, 729, 1254)
phone-2: 99802 81752 (1272, 1066, 1455, 1096)
epaper-url[interactable]: https://hospettimes.com/epaper (1240, 182, 1507, 200)
story8-caption-mid: ಬಳಕೆಯ ಸುರಕ್ಷತೆಯ ಬಗ್ಗೆ ಸವಿಸ್ತಾರವಾಗಿ ಮಕ್ಕಳಿಗೆ ತಿಳಿಸಿದರು. ಮಕ್ಕಳ ಸಹಾಯವಾಣಿ–1098 ನ ವಿಷಯ ನಿರ್ವಾಹಕರಾದ ಬಸಮ್ಮ ಅವರು ಮಕ್ಕಳ ಸಹಾಯವಾಣಿ–1098 ಕಾರ್ಯವೈಖರಿ, ಮಕ್ಕಳ ರಕ್ಷಣಾ ನೀತಿ 2016ರ ಅಂಶಗಳ ಅನುಷ್ಠಾನದ ಕುರಿತು ಹಾಗೂ ಸುರಕ್ಷಿತ ಮತ್ತು ಅಸುರಕ್ಷಿತ ಸ್ಪರ್ಶದ ಕುರಿತು ಮಕ್ಕಳಿಗೆ ಮಾಹಿತಿ ನೀಡಿದರು. ಕಾರ್ಯಕ್ರಮದ ಅಧ್ಯಕ್ಷತೆಯನ್ನು ಶಾಲೆಯ ಪ್ರಾಂಶುಪಾಲರಾದ ಶ್ರೀ (322, 2326, 702, 2422)
write-text: ಹೊಸಪೇಟೆ ಟೈಮ್ಸ್ ಕನ್ನಡ ದಿನಪತ್ರಿಕೆಗೆ ಲೇಖನಗಳು, ನುಡಿ ಚಿತ್ರಗಳು, ವ್ಯಕ್ತಿ ಪರಿಚಯ, ಪುಸ್ತಕ - ಸಿನಿಮಾ-ನಾಟಕ ವಿಮರ್ಶೆಗಳನ್ನು,(150 ಶಬ್ದ ಮೀರದಂತೆ) ಸಂಪಾದಕರಿಗೆ ಪತ್ರ, ದೂರುಗಳು, ಕುಂದು ಕೊರತೆಗಳ ಬಗ್ಗೆ ಬರೆದು ಕಳುಹಿಸಿ (1244, 917, 1483, 1010)
story3-headline (946, 970, 1218, 1045)
change-of-name-line: B RAGHAVENDRA , Hosapete (1317, 2414, 1493, 2427)
story7-headline (946, 1893, 1497, 1951)
story6-headline-line2: ಆಕ್ಷೇಪಣೆಗಳಿಗೆ ಆಹ್ವಾನ (1106, 1568, 1337, 1604)
story1-photo (334, 237, 931, 446)
change-of-name-line: I Have changed (1358, 2309, 1452, 2323)
